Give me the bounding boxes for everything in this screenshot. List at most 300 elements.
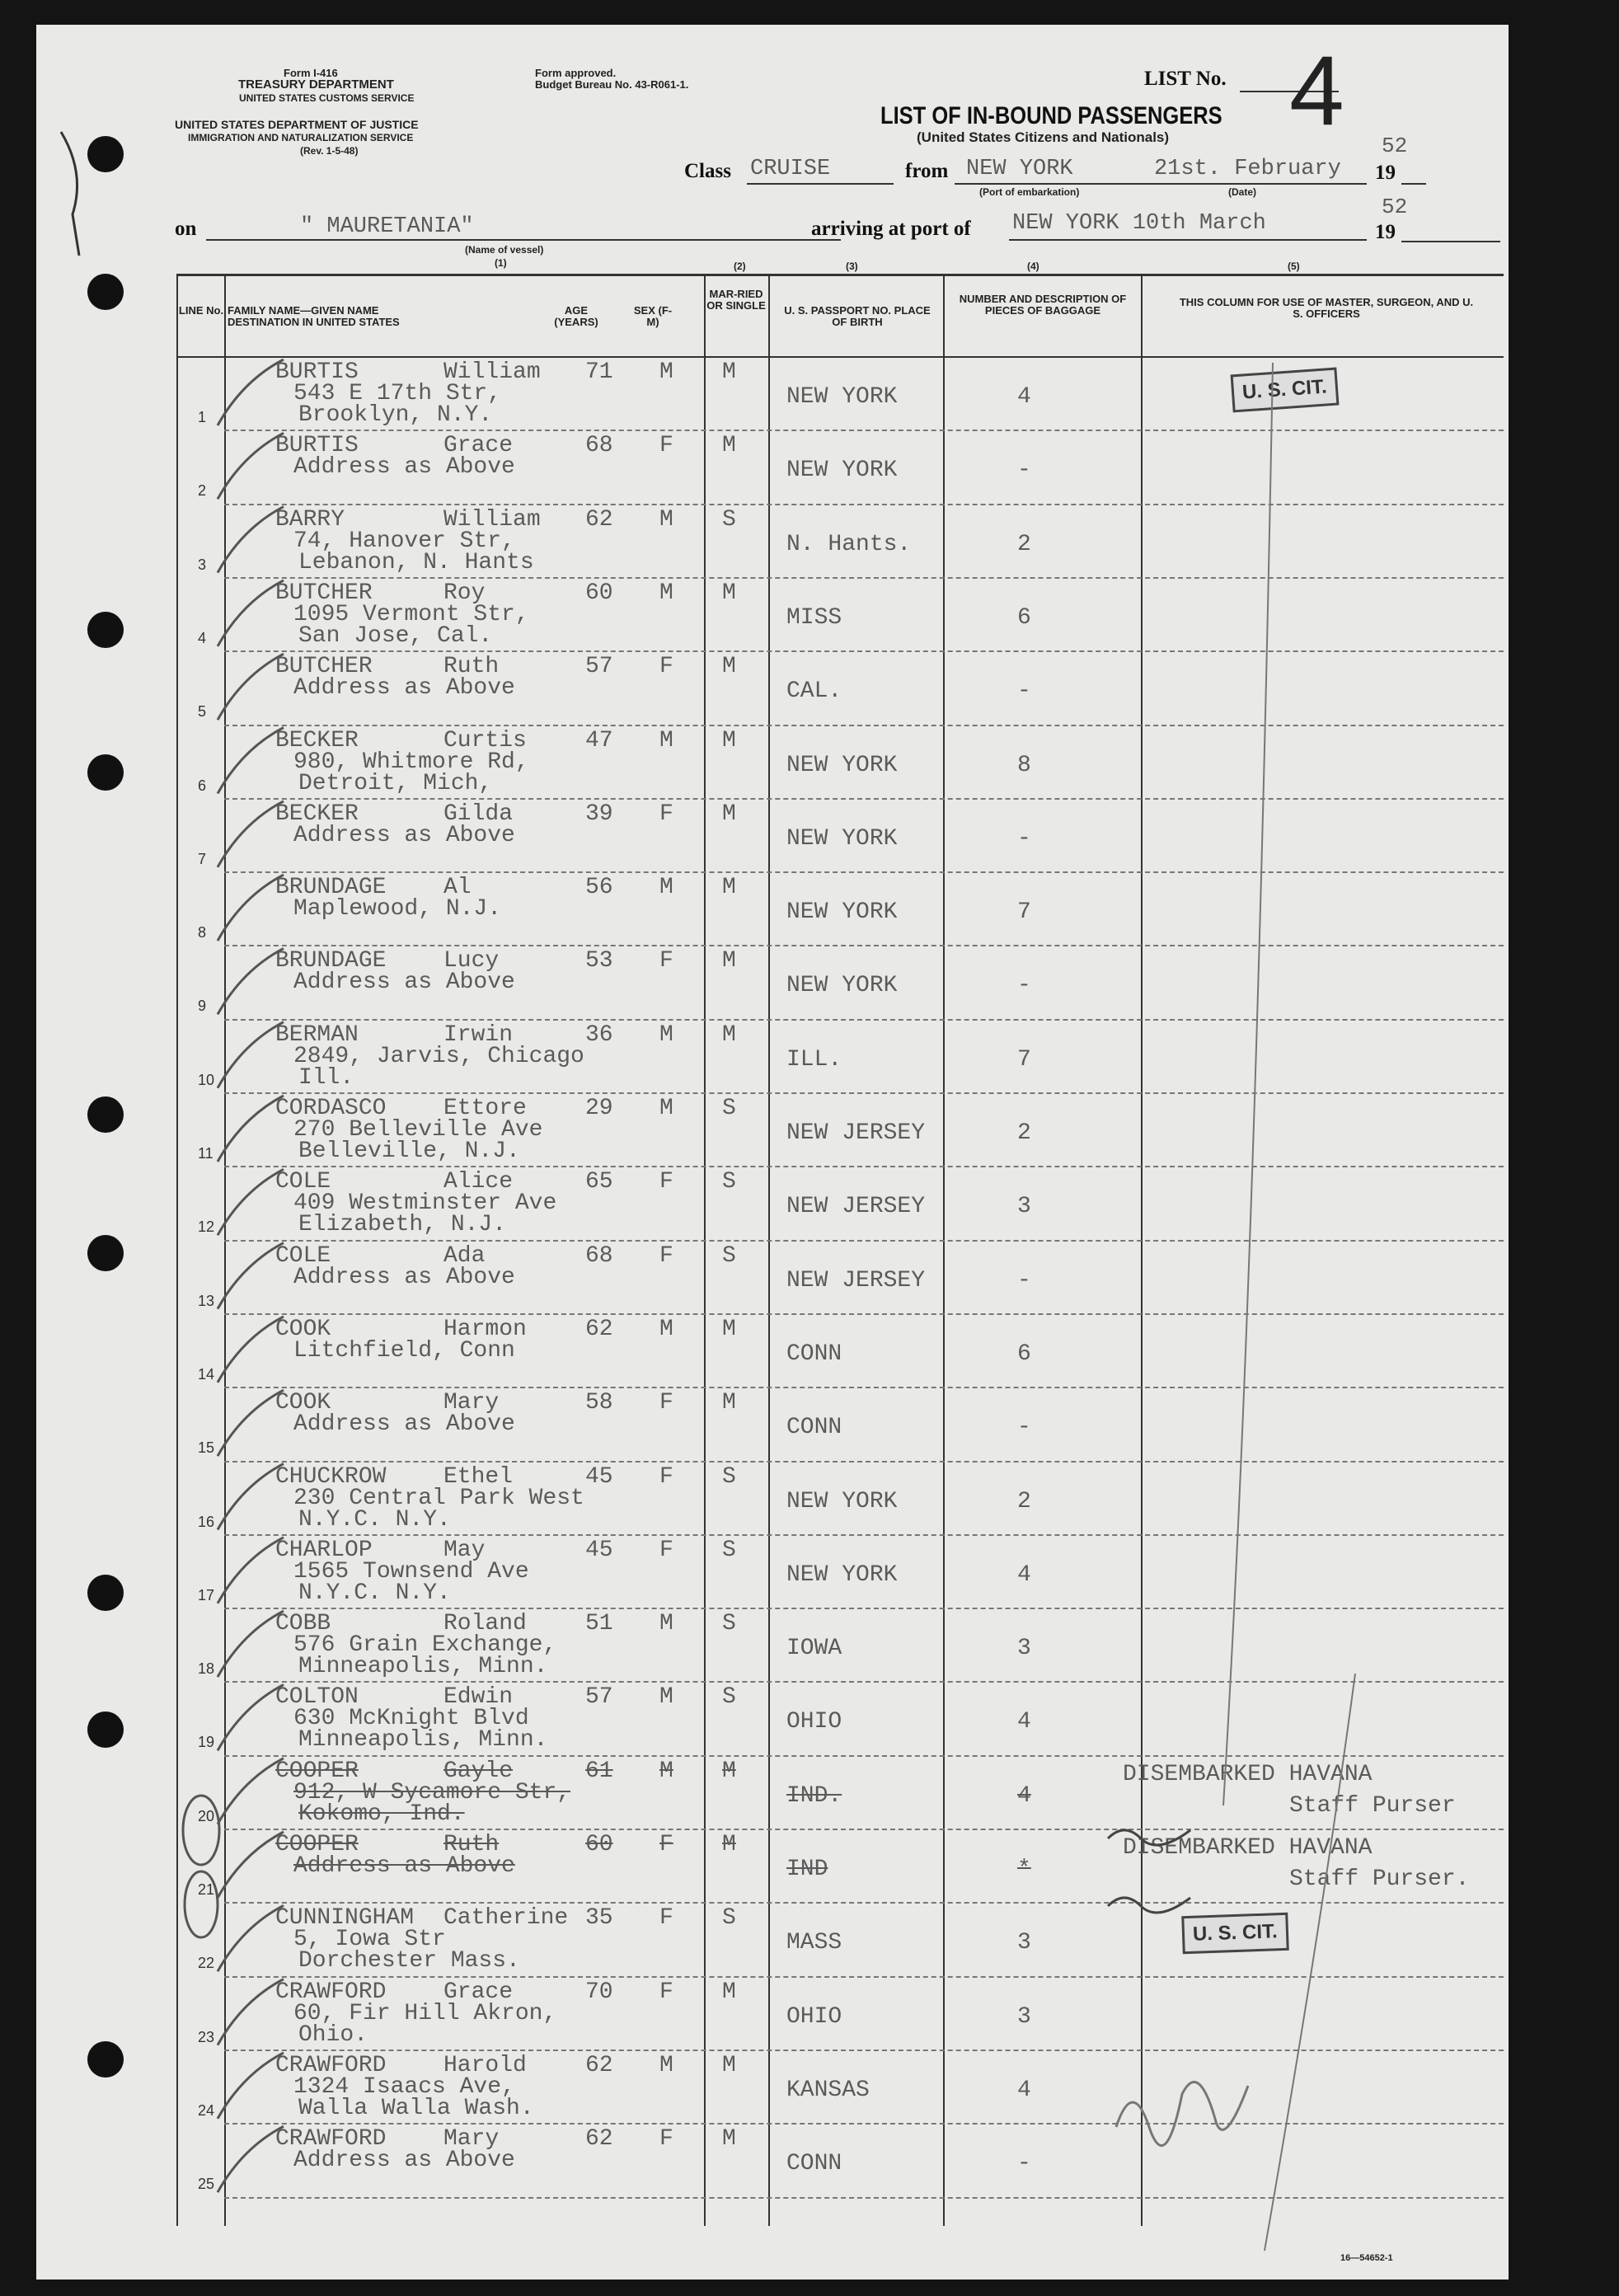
address-line-1: 74, Hanover Str, <box>293 528 515 554</box>
baggage-count: 7 <box>1017 899 1031 926</box>
address-line-2: Lebanon, N. Hants <box>298 549 534 575</box>
sex: M <box>659 1021 673 1048</box>
family-name: BECKER <box>275 727 359 754</box>
sex: M <box>659 1096 673 1121</box>
header-passport: U. S. PASSPORT NO. PLACE OF BIRTH <box>784 304 931 328</box>
year2-value: 52 <box>1382 195 1408 219</box>
marital-status: M <box>722 1758 736 1784</box>
marital-status: S <box>722 1463 736 1490</box>
family-name: CORDASCO <box>275 1096 387 1121</box>
family-name: COOPER <box>275 1758 359 1784</box>
place-of-birth: NEW YORK <box>786 899 898 926</box>
age: 65 <box>585 1169 613 1195</box>
given-name: Ethel <box>443 1463 514 1490</box>
baggage-count: 7 <box>1017 1046 1031 1073</box>
line-number: 22 <box>198 1955 215 1972</box>
line-number: 21 <box>198 1881 215 1898</box>
sex: M <box>659 580 673 606</box>
sex: M <box>659 727 673 754</box>
punch-hole <box>87 274 124 310</box>
row-divider <box>224 1387 1504 1388</box>
port-caption: (Port of embarkation) <box>979 186 1080 198</box>
year-value: 52 <box>1382 134 1408 158</box>
given-name: Harmon <box>443 1316 527 1342</box>
age: 51 <box>585 1611 613 1637</box>
family-name: BURTIS <box>275 359 359 385</box>
address-line-1: Litchfield, Conn <box>293 1337 515 1364</box>
footer-code: 16—54652-1 <box>1340 2253 1393 2263</box>
family-name: BRUNDAGE <box>275 875 387 901</box>
baggage-count: 3 <box>1017 1930 1031 1956</box>
address-line-2: Minneapolis, Minn. <box>298 1727 548 1754</box>
pencil-tick <box>218 654 284 720</box>
family-name: COOPER <box>275 1832 359 1857</box>
place-of-birth: MISS <box>786 604 842 631</box>
baggage-count: 4 <box>1017 1782 1031 1809</box>
date-value: 21st. February <box>1154 157 1341 181</box>
age: 29 <box>585 1096 613 1121</box>
age: 35 <box>585 1905 613 1932</box>
line-number: 25 <box>198 2176 215 2193</box>
row-divider <box>224 2049 1504 2051</box>
baggage-count: 4 <box>1017 2077 1031 2103</box>
treasury-department: TREASURY DEPARTMENT <box>238 77 394 92</box>
department-of-justice: UNITED STATES DEPARTMENT OF JUSTICE <box>175 118 419 131</box>
given-name: Grace <box>443 1979 514 2005</box>
signature-scribble <box>1116 2082 1248 2145</box>
address-line-2: Minneapolis, Minn. <box>298 1654 548 1680</box>
date-caption: (Date) <box>1228 186 1257 198</box>
sex: F <box>659 654 673 680</box>
given-name: Al <box>443 875 472 901</box>
arriving-label: arriving at port of <box>811 218 971 240</box>
place-of-birth: IOWA <box>786 1636 842 1662</box>
sex: F <box>659 433 673 459</box>
marital-status: S <box>722 1169 736 1195</box>
address-line-1: 576 Grain Exchange, <box>293 1632 557 1659</box>
header-line-no: LINE No. <box>178 304 224 317</box>
arriving-value: NEW YORK 10th March <box>1012 211 1266 236</box>
marital-status: S <box>722 1096 736 1121</box>
place-of-birth: CAL. <box>786 678 842 705</box>
address-line-2: Kokomo, Ind. <box>298 1801 465 1827</box>
sex: F <box>659 1832 673 1857</box>
row-divider <box>224 1461 1504 1463</box>
age: 56 <box>585 875 613 901</box>
baggage-count: 3 <box>1017 1194 1031 1220</box>
pencil-tick <box>218 1979 284 2045</box>
marital-status: M <box>722 1021 736 1048</box>
place-of-birth: NEW JERSEY <box>786 1194 926 1220</box>
given-name: Gilda <box>443 801 514 827</box>
address-line-1: 60, Fir Hill Akron, <box>293 2000 557 2026</box>
sex: M <box>659 1316 673 1342</box>
officer-note: DISEMBARKED HAVANA <box>1123 1835 1373 1861</box>
age: 47 <box>585 727 613 754</box>
page-subtitle: (United States Citizens and Nationals) <box>917 129 1170 145</box>
pencil-tick <box>218 580 284 646</box>
baggage-count: 6 <box>1017 1341 1031 1367</box>
address-line-2: Walla Walla Wash. <box>298 2095 534 2121</box>
baggage-count: - <box>1017 973 1031 999</box>
marital-status: M <box>722 1832 736 1857</box>
customs-service: UNITED STATES CUSTOMS SERVICE <box>239 92 415 104</box>
staff-purser-initials <box>1108 1898 1190 1913</box>
address-line-2: N.Y.C. N.Y. <box>298 1580 451 1606</box>
address-line-2: Dorchester Mass. <box>298 1948 520 1974</box>
pencil-tick <box>218 1169 284 1235</box>
pencil-tick <box>218 1022 284 1088</box>
address-line-1: Address as Above <box>293 454 515 481</box>
given-name: Gayle <box>443 1758 514 1784</box>
place-of-birth: NEW YORK <box>786 384 898 410</box>
on-label: on <box>175 218 197 240</box>
row-divider <box>224 1829 1504 1830</box>
age: 53 <box>585 948 613 974</box>
from-value: NEW YORK <box>966 157 1073 181</box>
age: 61 <box>585 1758 613 1784</box>
sex: F <box>659 1979 673 2005</box>
marital-status: M <box>722 654 736 680</box>
line-number: 9 <box>198 998 207 1015</box>
list-no-value: 4 <box>1289 35 1344 146</box>
address-line-1: 270 Belleville Ave <box>293 1117 543 1143</box>
pencil-tick <box>218 359 284 425</box>
given-name: Roy <box>443 580 486 606</box>
row-divider <box>224 1019 1504 1021</box>
family-name: BARRY <box>275 506 345 533</box>
line-number: 2 <box>198 482 207 500</box>
sex: F <box>659 801 673 827</box>
family-name: COLE <box>275 1242 331 1269</box>
address-line-2: Detroit, Mich, <box>298 770 493 796</box>
sex: F <box>659 1390 673 1416</box>
column-number: (3) <box>846 261 858 272</box>
pencil-tick <box>218 2126 284 2192</box>
given-name: Ruth <box>443 1832 500 1857</box>
baggage-count: - <box>1017 458 1031 484</box>
pencil-tick <box>218 2053 284 2119</box>
line-number: 13 <box>198 1292 215 1309</box>
line-number: 15 <box>198 1439 215 1457</box>
family-name: CHARLOP <box>275 1537 373 1563</box>
marital-status: M <box>722 433 736 459</box>
sex: F <box>659 1537 673 1563</box>
baggage-count: 4 <box>1017 1561 1031 1588</box>
class-label: Class <box>684 160 731 182</box>
row-divider <box>224 1681 1504 1683</box>
row-divider <box>224 504 1504 505</box>
family-name: BERMAN <box>275 1021 359 1048</box>
sex: M <box>659 2052 673 2078</box>
line-number: 4 <box>198 629 207 646</box>
form-number: Form I-416 <box>284 67 338 79</box>
row-divider <box>224 798 1504 800</box>
family-name: COOK <box>275 1316 331 1342</box>
header-married: MAR-RIED OR SINGLE <box>706 288 766 312</box>
sex: F <box>659 1169 673 1195</box>
given-name: Catherine <box>443 1905 569 1932</box>
given-name: Grace <box>443 433 514 459</box>
line-number: 17 <box>198 1586 215 1603</box>
row-divider <box>224 2197 1504 2199</box>
line-number: 7 <box>198 850 207 867</box>
family-name: BRUNDAGE <box>275 948 387 974</box>
address-line-1: 409 Westminster Ave <box>293 1190 557 1217</box>
row-divider <box>224 1092 1504 1094</box>
place-of-birth: ILL. <box>786 1046 842 1073</box>
family-name: COOK <box>275 1390 331 1416</box>
marital-status: S <box>722 1611 736 1637</box>
baggage-count: 2 <box>1017 531 1031 557</box>
sex: M <box>659 1758 673 1784</box>
marital-status: S <box>722 1537 736 1563</box>
place-of-birth: NEW JERSEY <box>786 1120 926 1146</box>
row-divider <box>224 1534 1504 1536</box>
address-line-2: N.Y.C. N.Y. <box>298 1506 451 1533</box>
pencil-tick <box>218 1390 284 1456</box>
address-line-1: Maplewood, N.J. <box>293 896 502 923</box>
given-name: Roland <box>443 1611 527 1637</box>
sex: F <box>659 1463 673 1490</box>
address-line-1: 230 Central Park West <box>293 1485 584 1511</box>
pencil-tick <box>218 1758 284 1824</box>
baggage-count: - <box>1017 825 1031 852</box>
pencil-tick <box>218 1832 284 1898</box>
family-name: CRAWFORD <box>275 2052 387 2078</box>
address-line-2: Ohio. <box>298 2021 368 2048</box>
address-line-1: Address as Above <box>293 970 515 996</box>
pencil-tick <box>218 1317 284 1383</box>
circle-mark <box>183 1796 219 1865</box>
vessel-colnum: (1) <box>495 257 507 269</box>
given-name: May <box>443 1537 486 1563</box>
line-number: 18 <box>198 1660 215 1678</box>
family-name: CRAWFORD <box>275 2126 387 2153</box>
family-name: BECKER <box>275 801 359 827</box>
place-of-birth: NEW YORK <box>786 973 898 999</box>
marital-status: M <box>722 948 736 974</box>
age: 57 <box>585 654 613 680</box>
place-of-birth: KANSAS <box>786 2077 870 2103</box>
list-no-label: LIST No. <box>1144 68 1227 90</box>
baggage-count: 6 <box>1017 604 1031 631</box>
marital-status: M <box>722 727 736 754</box>
marital-status: S <box>722 1242 736 1269</box>
address-line-1: 630 McKnight Blvd <box>293 1706 529 1732</box>
age: 62 <box>585 2052 613 2078</box>
baggage-count: - <box>1017 1415 1031 1441</box>
line-number: 24 <box>198 2101 215 2119</box>
address-line-1: Address as Above <box>293 822 515 848</box>
pencil-tick <box>218 875 284 941</box>
marital-status: M <box>722 1979 736 2005</box>
row-divider <box>224 430 1504 431</box>
given-name: William <box>443 359 541 385</box>
sex: F <box>659 2126 673 2153</box>
line-number: 1 <box>198 409 207 425</box>
sex: M <box>659 1684 673 1711</box>
punch-hole <box>87 1235 124 1271</box>
punch-hole <box>87 1096 124 1133</box>
place-of-birth: OHIO <box>786 1709 842 1735</box>
family-name: CUNNINGHAM <box>275 1905 415 1932</box>
pencil-tick <box>218 801 284 867</box>
pencil-tick <box>218 433 284 499</box>
sex: M <box>659 875 673 901</box>
place-of-birth: NEW YORK <box>786 1561 898 1588</box>
place-of-birth: CONN <box>786 1341 842 1367</box>
given-name: William <box>443 506 541 533</box>
row-divider <box>224 1240 1504 1242</box>
marital-status: S <box>722 1684 736 1711</box>
sex: F <box>659 948 673 974</box>
address-line-1: Address as Above <box>293 1264 515 1290</box>
place-of-birth: NEW YORK <box>786 458 898 484</box>
column-number: (2) <box>734 261 746 272</box>
given-name: Ruth <box>443 654 500 680</box>
address-line-1: Address as Above <box>293 1411 515 1438</box>
family-name: COLTON <box>275 1684 359 1711</box>
place-of-birth: NEW YORK <box>786 1488 898 1514</box>
place-of-birth: OHIO <box>786 2003 842 2030</box>
baggage-count: - <box>1017 678 1031 705</box>
baggage-count: - <box>1017 1267 1031 1294</box>
given-name: Lucy <box>443 948 500 974</box>
check-stroke <box>61 132 79 256</box>
marital-status: M <box>722 580 736 606</box>
row-divider <box>224 945 1504 946</box>
marital-status: S <box>722 1905 736 1932</box>
age: 62 <box>585 2126 613 2153</box>
marital-status: M <box>722 1316 736 1342</box>
address-line-1: Address as Above <box>293 675 515 702</box>
line-number: 5 <box>198 703 207 721</box>
pencil-tick <box>218 507 284 573</box>
address-line-1: 1324 Isaacs Ave, <box>293 2073 515 2100</box>
row-divider <box>224 1608 1504 1609</box>
address-line-1: 543 E 17th Str, <box>293 381 502 406</box>
line-number: 14 <box>198 1365 215 1383</box>
ins: IMMIGRATION AND NATURALIZATION SERVICE <box>188 132 414 143</box>
pencil-tick <box>218 948 284 1014</box>
marital-status: M <box>722 2052 736 2078</box>
place-of-birth: NEW JERSEY <box>786 1267 926 1294</box>
address-line-2: Elizabeth, N.J. <box>298 1212 507 1238</box>
age: 60 <box>585 1832 613 1857</box>
line-number: 19 <box>198 1734 215 1751</box>
address-line-1: Address as Above <box>293 2148 515 2174</box>
pencil-tick <box>218 1243 284 1309</box>
marital-status: M <box>722 1390 736 1416</box>
officer-note-signature: Staff Purser. <box>1289 1866 1470 1892</box>
pencil-tick <box>218 1096 284 1162</box>
sex: M <box>659 359 673 385</box>
header-officers: THIS COLUMN FOR USE OF MASTER, SURGEON, AND U. S. OFFICERS <box>1179 296 1474 320</box>
baggage-count: 3 <box>1017 1636 1031 1662</box>
marital-status: M <box>722 2126 736 2153</box>
family-name: BURTIS <box>275 433 359 459</box>
line-number: 12 <box>198 1218 215 1236</box>
address-line-1: 1565 Townsend Ave <box>293 1558 529 1585</box>
address-line-1: 2849, Jarvis, Chicago <box>293 1043 584 1069</box>
age: 58 <box>585 1390 613 1416</box>
year-prefix: 19 <box>1375 162 1396 184</box>
place-of-birth: NEW YORK <box>786 752 898 778</box>
marital-status: M <box>722 801 736 827</box>
given-name: Mary <box>443 2126 500 2153</box>
sex: F <box>659 1905 673 1932</box>
address-line-1: 980, Whitmore Rd, <box>293 749 529 775</box>
age: 60 <box>585 580 613 606</box>
address-line-1: 5, Iowa Str <box>293 1927 446 1953</box>
header-baggage: NUMBER AND DESCRIPTION OF PIECES OF BAGGAGE <box>959 293 1127 317</box>
family-name: CHUCKROW <box>275 1463 387 1490</box>
address-line-1: Address as Above <box>293 1853 515 1879</box>
age: 39 <box>585 801 613 827</box>
age: 45 <box>585 1463 613 1490</box>
line-number: 10 <box>198 1071 215 1088</box>
address-line-1: 1095 Vermont Str, <box>293 601 529 627</box>
form-approved: Form approved. <box>535 67 617 79</box>
from-label: from <box>905 160 949 182</box>
place-of-birth: IND <box>786 1857 828 1882</box>
form-sheet <box>36 25 1509 2280</box>
pencil-tick <box>218 1684 284 1750</box>
pencil-tick <box>218 728 284 794</box>
given-name: Ettore <box>443 1096 527 1121</box>
age: 45 <box>585 1537 613 1563</box>
sex: M <box>659 506 673 533</box>
row-divider <box>224 650 1504 652</box>
row-divider <box>224 2123 1504 2125</box>
us-cit-stamp: U. S. CIT. <box>1181 1913 1288 1954</box>
given-name: Alice <box>443 1169 514 1195</box>
address-line-2: Ill. <box>298 1064 354 1091</box>
header-destination: DESTINATION IN UNITED STATES <box>228 316 400 328</box>
age: 36 <box>585 1021 613 1048</box>
given-name: Ada <box>443 1242 486 1269</box>
place-of-birth: IND. <box>786 1782 842 1809</box>
line-number: 23 <box>198 2028 215 2045</box>
age: 71 <box>585 359 613 385</box>
row-divider <box>224 871 1504 873</box>
line-number: 3 <box>198 556 207 573</box>
row-divider <box>224 1313 1504 1315</box>
age: 68 <box>585 1242 613 1269</box>
baggage-count: 2 <box>1017 1120 1031 1146</box>
baggage-count: 4 <box>1017 384 1031 410</box>
address-line-2: Brooklyn, N.Y. <box>298 402 493 428</box>
line-number: 11 <box>198 1145 214 1162</box>
us-cit-stamp: U. S. CIT. <box>1231 368 1340 413</box>
address-line-2: San Jose, Cal. <box>298 622 493 649</box>
baggage-count: * <box>1017 1857 1031 1882</box>
row-divider <box>224 1755 1504 1757</box>
place-of-birth: N. Hants. <box>786 531 912 557</box>
budget-bureau: Budget Bureau No. 43-R061-1. <box>535 78 689 91</box>
family-name: BUTCHER <box>275 654 373 680</box>
year2-prefix: 19 <box>1375 221 1396 243</box>
row-divider <box>224 577 1504 579</box>
age: 57 <box>585 1684 613 1711</box>
line-number: 8 <box>198 924 207 941</box>
column-number: (5) <box>1288 261 1300 272</box>
vertical-pencil-line <box>1265 1674 1355 2251</box>
address-line-2: Belleville, N.J. <box>298 1139 520 1164</box>
family-name: COLE <box>275 1169 331 1195</box>
family-name: BUTCHER <box>275 580 373 606</box>
